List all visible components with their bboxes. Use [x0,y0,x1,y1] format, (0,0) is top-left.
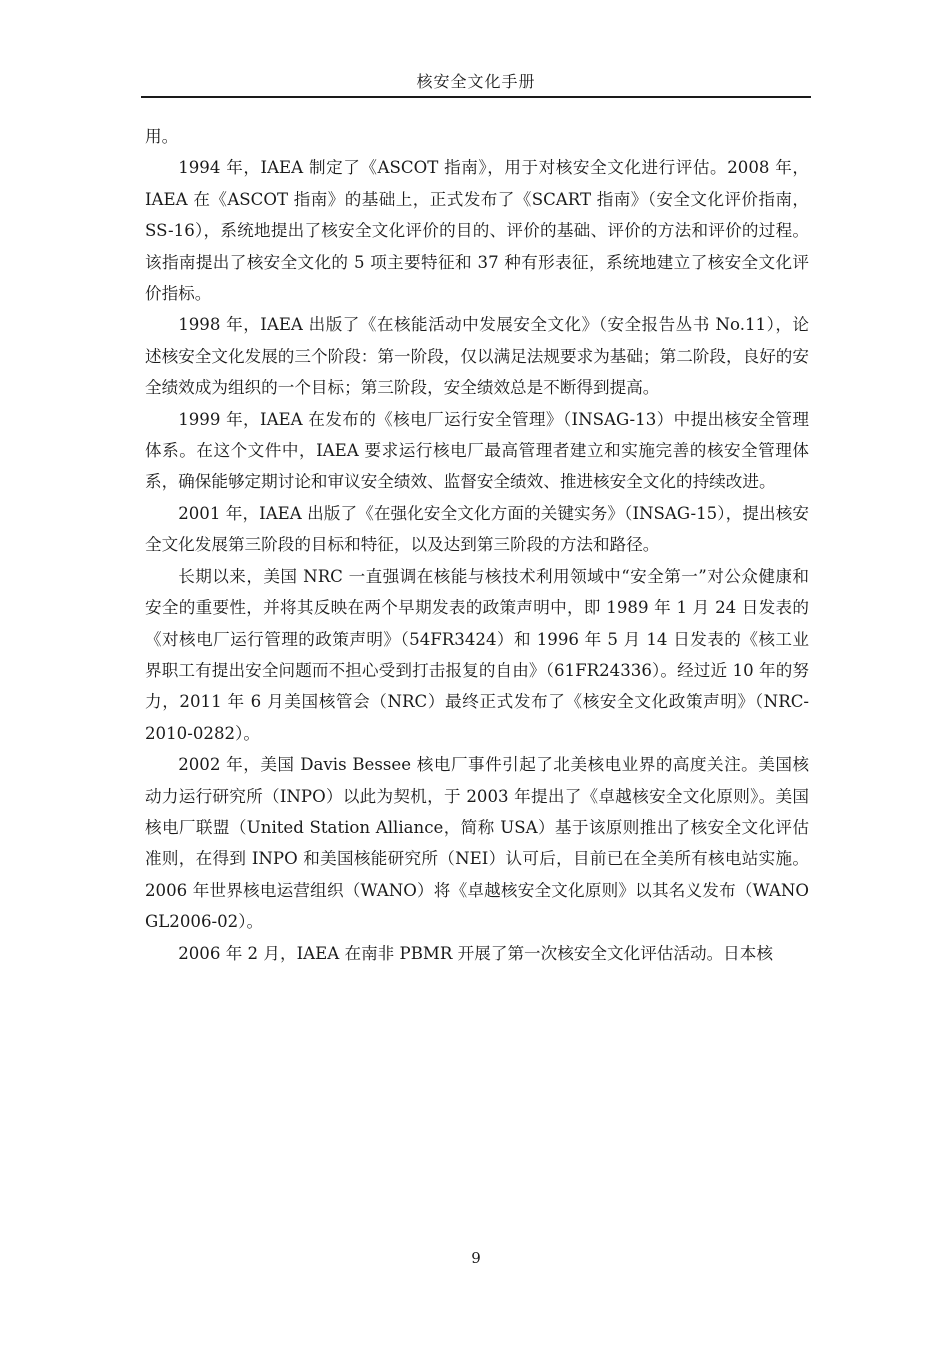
paragraph-ascot-scart: 1994 年，IAEA 制定了《ASCOT 指南》，用于对核安全文化进行评估。2008 年，IAEA 在《ASCOT 指南》的基础上，正式发布了《SCART 指南》（安全文化评价指南，SS-16），系统地提出了核安全文化评价的目的、评价的基础、评价的方法和评价的过程。该指南提出了核安全文化的 5 项主要特征和 37 种有形表征，系统地建立了核安全文化评价指标。 [145,158,809,304]
running-header-title: 核安全文化手册 [416,72,536,91]
paragraph-nrc-policy: 长期以来，美国 NRC 一直强调在核能与核技术利用领域中“安全第一”对公众健康和安全的重要性，并将其反映在两个早期发表的政策声明中，即 1989 年 1 月 24 日发表的《对核电厂运行管理的政策声明》（54FR3424）和 1996 年 5 月 14 日发表的《核工业界职工有提出安全问题而不担心受到打击报复的自由》（61FR24336）。经过近 10 年的努力，2011 年 6 月美国核管会（NRC）最终正式发布了《核安全文化政策声明》（NRC-2010-0282）。 [145,566,809,743]
paragraph-2006-pbmr: 2006 年 2 月，IAEA 在南非 PBMR 开展了第一次核安全文化评估活动。日本核 [178,943,773,963]
header-divider [141,96,811,98]
page-number: 9 [471,1249,481,1267]
paragraph-1998-safety-report: 1998 年，IAEA 出版了《在核能活动中发展安全文化》（安全报告丛书 No.11），论述核安全文化发展的三个阶段：第一阶段，仅以满足法规要求为基础；第二阶段，良好的安全绩效成为组织的一个目标；第三阶段，安全绩效总是不断得到提高。 [145,315,809,398]
body-text [145,121,809,969]
paragraph-2002-davis-bessee: 2002 年，美国 Davis Bessee 核电厂事件引起了北美核电业界的高度关注。美国核动力运行研究所（INPO）以此为契机，于 2003 年提出了《卓越核安全文化原则》。美国核电厂联盟（United Station Alliance，简称 USA）基于该原则推出了核安全文化评估准则，在得到 INPO 和美国核能研究所（NEI）认可后，目前已在全美所有核电站实施。2006 年世界核电运营组织（WANO）将《卓越核安全文化原则》以其名义发布（WANO GL2006-02）。 [145,755,809,932]
paragraph-1999-insag-13: 1999 年，IAEA 在发布的《核电厂运行安全管理》（INSAG-13）中提出核安全管理体系。在这个文件中，IAEA 要求运行核电厂最高管理者建立和实施完善的核安全管理体系，确保能够定期讨论和审议安全绩效、监督安全绩效、推进核安全文化的持续改进。 [145,409,809,492]
paragraph-2001-insag-15: 2001 年，IAEA 出版了《在强化安全文化方面的关键实务》（INSAG-15），提出核安全文化发展第三阶段的目标和特征，以及达到第三阶段的方法和路径。 [145,503,809,555]
paragraph-continued: 用。 [145,127,179,146]
